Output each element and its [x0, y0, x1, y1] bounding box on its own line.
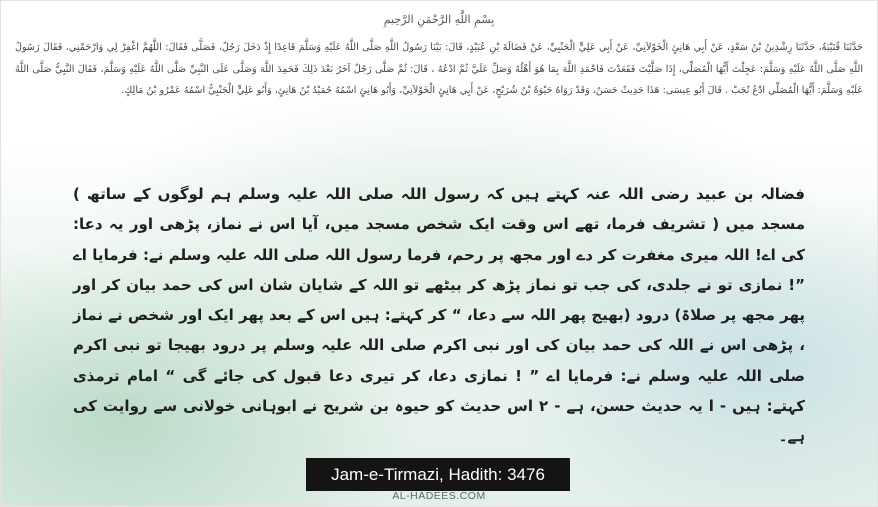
- arabic-hadith-text: حَدَّثَنَا قُتَيْبَةُ، حَدَّثَنَا رِشْدِينُ بْنُ سَعْدٍ، عَنْ أَبِي هَانِئٍ الْخَوْلاَنِيِّ، عَنْ أَبِي عَلِيٍّ الْجَنْبِيِّ، عَنْ فَضَالَةَ بْنِ عُبَيْدٍ، قَالَ: بَيْنَا رَسُولُ اللَّهِ صَلَّى اللَّهُ عَلَيْهِ وَسَلَّمَ قَاعِدًا إِذْ دَخَلَ رَجُلٌ، فَصَلَّى فَقَالَ: اللَّهُمَّ اغْفِرْ لِي وَارْحَمْنِي، فَقَالَ رَسُولُ اللَّهِ صَلَّى اللَّهُ عَلَيْهِ وَسَلَّمَ: عَجِلْتَ أَيُّهَا الْمُصَلِّي، إِذَا صَلَّيْتَ فَقَعَدْتَ فَاحْمَدِ اللَّهَ بِمَا هُوَ أَهْلُهُ وَصَلِّ عَلَيَّ ثُمَّ ادْعُهُ ، قَالَ: ثُمَّ صَلَّى رَجُلٌ آخَرُ بَعْدَ ذَلِكَ فَحَمِدَ اللَّهَ وَصَلَّى عَلَى النَّبِيِّ صَلَّى اللَّهُ عَلَيْهِ وَسَلَّمَ، فَقَالَ النَّبِيُّ صَلَّى اللَّهُ عَلَيْهِ وَسَلَّمَ: أَيُّهَا الْمُصَلِّي ادْعُ تُجَبْ . قَالَ أَبُو عِيسَى: هَذَا حَدِيثٌ حَسَنٌ، وَقَدْ رَوَاهُ حَيْوَةُ بْنُ شُرَيْحٍ، عَنْ أَبِي هَانِئٍ الْخَوْلاَنِيِّ، وَأَبُو هَانِئٍ اسْمُهُ حُمَيْدُ بْنُ هَانِئٍ، وَأَبُو عَلِيٍّ الْجَنْبِيُّ اسْمُهُ عَمْرُو بْنُ مَالِكٍ.: [15, 42, 863, 96]
- hadith-reference-label: Jam-e-Tirmazi, Hadith: 3476: [306, 458, 570, 491]
- bismillah-calligraphy: بِسْمِ اللَّهِ الرَّحْمَنِ الرَّحِيمِ: [383, 13, 495, 26]
- urdu-translation-text: فضالہ بن عبید رضی اللہ عنہ کہتے ہیں کہ رسول اللہ صلی اللہ علیہ وسلم ہم لوگوں کے ساتھ ) مسجد میں ( تشریف فرما، تھے اس وقت ایک شخص مسجد میں، آیا اس نے نماز، پڑھی اور یہ دعا: کی اے! اللہ میری مغفرت کر دے اور مجھ پر رحم، فرما رسول اللہ صلی اللہ علیہ وسلم نے: فرمایا اے ”! نمازی تو نے جلدی، کی جب تو نماز پڑھ کر بیٹھے تو اللہ کے شایان شان اس کی حمد بیان کر اور پھر مجھ پر صلاۃ) درود (بھیج پھر اللہ سے دعا، “ کر کہتے: ہیں اس کے بعد پھر ایک اور شخص نے نماز ، پڑھی اس نے اللہ کی حمد بیان کی اور نبی اکرم صلی اللہ علیہ وسلم پر درود بھیجا تو نبی اکرم صلی اللہ علیہ وسلم نے: فرمایا اے ” ! نمازی دعا، کر تیری دعا قبول کی جائے گی “ امام ترمذی کہتے: ہیں - ا یہ حدیث حسن، ہے - ۲ اس حدیث کو حیوہ بن شریح نے ابوہانی خولانی سے روایت کی ہے۔: [73, 185, 805, 446]
- website-watermark: AL-HADEES.COM: [392, 490, 486, 502]
